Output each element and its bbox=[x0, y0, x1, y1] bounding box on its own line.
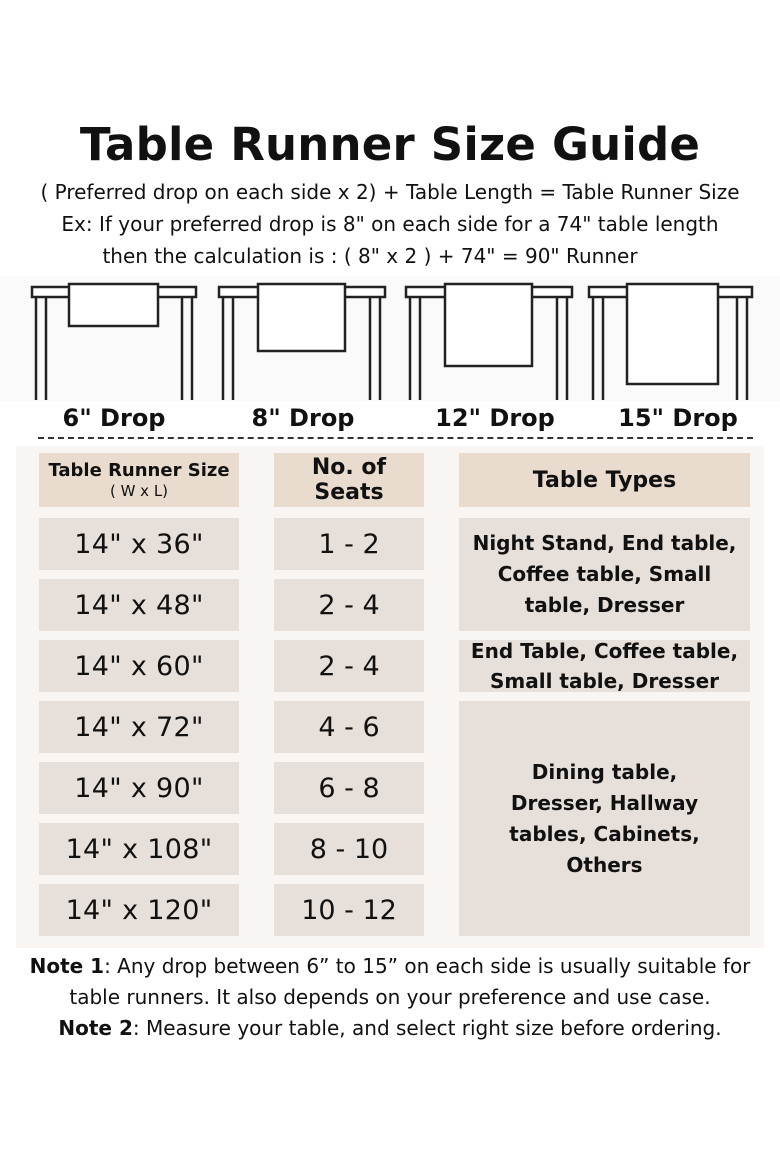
runner-6-drop bbox=[69, 284, 158, 326]
size-cell: 14" x 72" bbox=[39, 701, 239, 753]
size-cell: 14" x 108" bbox=[39, 823, 239, 875]
note-1-label: Note 1 bbox=[29, 954, 105, 978]
drop-illustration-svg bbox=[0, 276, 780, 402]
table-illustration-6-drop bbox=[32, 284, 196, 400]
table-illustration-15-drop bbox=[589, 284, 752, 400]
seats-cell: 4 - 6 bbox=[274, 701, 424, 753]
seats-cell: 8 - 10 bbox=[274, 823, 424, 875]
dashed-divider bbox=[38, 437, 753, 439]
size-cell: 14" x 36" bbox=[39, 518, 239, 570]
drop-illustration bbox=[0, 276, 780, 402]
header-runner-size-label: Table Runner Size bbox=[48, 460, 230, 481]
header-seats: No. of Seats bbox=[274, 453, 424, 507]
formula-text: ( Preferred drop on each side x 2) + Table Length = Table Runner Size bbox=[40, 180, 740, 204]
example-line-2: then the calculation is : ( 8" x 2 ) + 74" = 90" Runner bbox=[102, 244, 638, 268]
table-types-cell: Night Stand, End table, Coffee table, Small table, Dresser bbox=[459, 518, 750, 631]
note-1-line-1 bbox=[0, 954, 780, 978]
note-2-label: Note 2 bbox=[58, 1016, 133, 1040]
table-illustration-8-drop bbox=[219, 284, 385, 400]
seats-cell: 2 - 4 bbox=[274, 640, 424, 692]
table-illustration-12-drop bbox=[406, 284, 572, 400]
page-title: Table Runner Size Guide bbox=[79, 118, 701, 171]
runner-8-drop bbox=[258, 284, 345, 351]
header-runner-size bbox=[39, 453, 239, 507]
table-types-cell: End Table, Coffee table, Small table, Dresser bbox=[459, 640, 750, 692]
header-table-types: Table Types bbox=[459, 453, 750, 507]
runner-15-drop bbox=[627, 284, 718, 384]
size-cell: 14" x 60" bbox=[39, 640, 239, 692]
note-2-line bbox=[0, 1016, 780, 1040]
note-1-line-2: table runners. It also depends on your preference and use case. bbox=[69, 985, 711, 1009]
seats-cell: 10 - 12 bbox=[274, 884, 424, 936]
seats-cell: 2 - 4 bbox=[274, 579, 424, 631]
drop-label-6: 6" Drop bbox=[62, 404, 166, 432]
runner-12-drop bbox=[445, 284, 532, 366]
table-types-cell: Dining table, Dresser, Hallway tables, Cabinets, Others bbox=[459, 701, 750, 936]
size-cell: 14" x 48" bbox=[39, 579, 239, 631]
header-runner-size-sub: ( W x L) bbox=[109, 482, 169, 500]
example-line-1: Ex: If your preferred drop is 8" on each side for a 74" table length bbox=[61, 212, 719, 236]
note-2-text: : Measure your table, and select right size before ordering. bbox=[132, 1016, 722, 1040]
drop-label-12: 12" Drop bbox=[435, 404, 555, 432]
drop-label-15: 15" Drop bbox=[618, 404, 738, 432]
seats-cell: 6 - 8 bbox=[274, 762, 424, 814]
note-1-text: : Any drop between 6” to 15” on each side is usually suitable for bbox=[104, 954, 751, 978]
seats-cell: 1 - 2 bbox=[274, 518, 424, 570]
size-cell: 14" x 90" bbox=[39, 762, 239, 814]
drop-label-8: 8" Drop bbox=[251, 404, 355, 432]
size-cell: 14" x 120" bbox=[39, 884, 239, 936]
